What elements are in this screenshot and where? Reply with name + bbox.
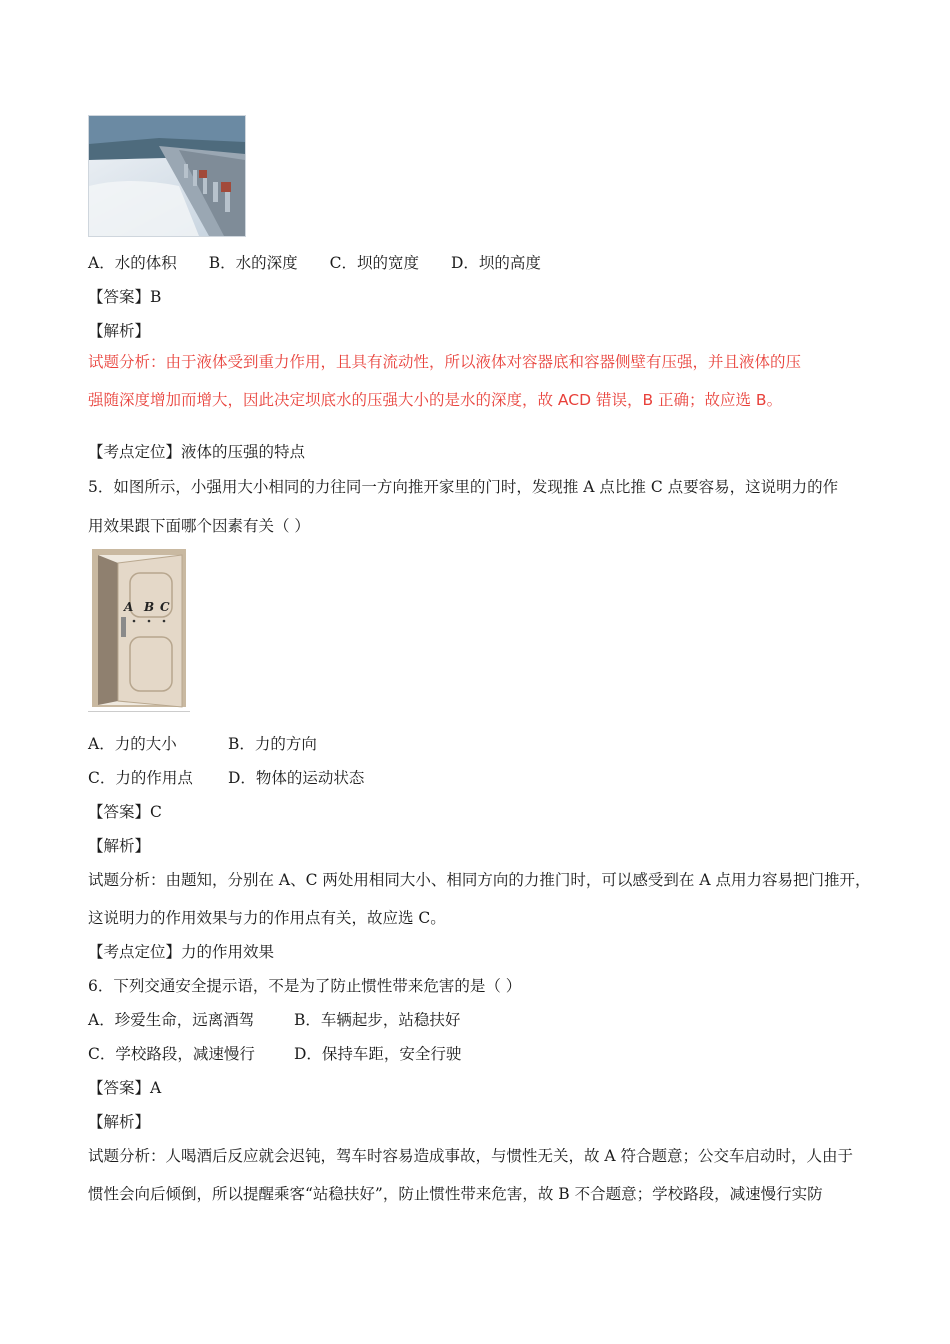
q4-options: [88, 253, 541, 273]
q6-answer: 【答案】A: [88, 1079, 162, 1097]
q4-analysis-label: 【解析】: [88, 322, 151, 340]
door-illustration: [88, 545, 190, 713]
q5-analysis-line2: 这说明力的作用效果与力的作用点有关，故应选 C。: [88, 909, 446, 927]
q5-option-b[interactable]: B．力的方向: [228, 735, 317, 753]
door-figure: [88, 545, 190, 713]
q4-option-d[interactable]: D．坝的高度: [450, 254, 541, 272]
dam-photo: [88, 115, 246, 237]
q6-option-d[interactable]: D．保持车距，安全行驶: [294, 1045, 462, 1063]
q5-options-row1: [88, 734, 317, 754]
q5-kaodian: 【考点定位】力的作用效果: [88, 943, 275, 961]
q4-option-c[interactable]: C．坝的宽度: [329, 254, 419, 272]
q6-stem: 6．下列交通安全提示语，不是为了防止惯性带来危害的是（ ）: [88, 977, 522, 995]
q5-analysis-label: 【解析】: [88, 837, 151, 855]
door-label-a: A: [124, 600, 134, 614]
figure-divider: [88, 711, 190, 712]
dam-illustration: [89, 116, 245, 236]
q5-option-a[interactable]: A．力的大小: [88, 735, 177, 753]
q4-analysis-line1: 试题分析：由于液体受到重力作用，且具有流动性，所以液体对容器底和容器侧壁有压强，并且液体的压: [88, 353, 802, 371]
q4-analysis-line2: 强随深度增加而增大，因此决定坝底水的压强大小的是水的深度，故 ACD 错误，B 正确；故应选 B。: [88, 391, 783, 409]
q5-option-c[interactable]: C．力的作用点: [88, 769, 193, 787]
q6-options-row2: [88, 1044, 461, 1064]
q6-option-a[interactable]: A．珍爱生命，远离酒驾: [88, 1011, 255, 1029]
q5-analysis-line1: 试题分析：由题知，分别在 A、C 两处用相同大小、相同方向的力推门时，可以感受到在 A 点用力容易把门推开，: [88, 871, 871, 889]
q5-answer: 【答案】C: [88, 803, 162, 821]
q6-option-c[interactable]: C．学校路段，减速慢行: [88, 1045, 255, 1063]
q4-option-a[interactable]: A．水的体积: [88, 254, 177, 272]
q5-stem-line1: 5．如图所示，小强用大小相同的力往同一方向推开家里的门时，发现推 A 点比推 C 点要容易，这说明力的作: [88, 478, 839, 496]
q6-analysis-line2: 惯性会向后倾倒，所以提醒乘客“站稳扶好”，防止惯性带来危害，故 B 不合题意；学校路段，减速慢行实防: [88, 1185, 823, 1203]
q5-stem-line2: 用效果跟下面哪个因素有关（ ）: [88, 517, 310, 535]
door-label-c: C: [160, 600, 170, 614]
q5-option-d[interactable]: D．物体的运动状态: [228, 769, 365, 787]
q6-option-b[interactable]: B．车辆起步，站稳扶好: [294, 1011, 461, 1029]
q6-analysis-label: 【解析】: [88, 1113, 151, 1131]
q4-answer: 【答案】B: [88, 288, 162, 306]
q6-options-row1: [88, 1010, 460, 1030]
q4-kaodian: 【考点定位】液体的压强的特点: [88, 443, 306, 461]
q4-option-b[interactable]: B．水的深度: [208, 254, 298, 272]
q5-options-row2: [88, 768, 364, 788]
door-label-b: B: [144, 600, 155, 614]
q6-analysis-line1: 试题分析：人喝酒后反应就会迟钝，驾车时容易造成事故，与惯性无关，故 A 符合题意；公交车启动时，人由于: [88, 1147, 854, 1165]
